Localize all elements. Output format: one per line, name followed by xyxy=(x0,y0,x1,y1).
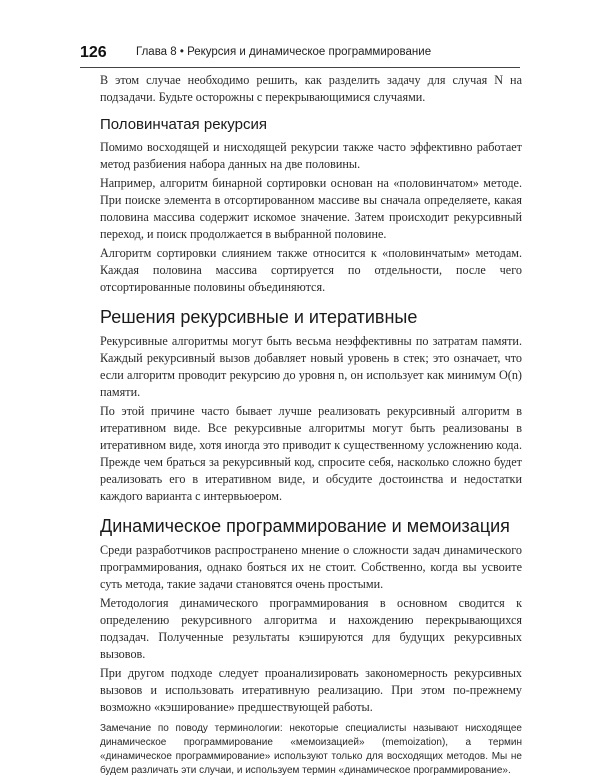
page-number: 126 xyxy=(80,44,107,61)
header-divider xyxy=(80,67,520,68)
intro-paragraph: В этом случае необходимо решить, как разделить задачу для случая N на подзадачи. Будьте осторожны с перекрывающимися случаями. xyxy=(100,73,522,104)
paragraph: По этой причине часто бывает лучше реализовать рекурсивный алгоритм в итеративном виде. Все рекурсивные алгоритмы могут быть реализованы в итеративном виде, хотя иногда это приводит к существенному усложнению кода. Прежде чем браться за рекурсивный код, спросите себя, насколько сложно будет реализовать его в итеративном виде, и обсудите достоинства и недостатки каждого варианта с интервьюером. xyxy=(100,404,522,503)
paragraph: При другом подходе следует проанализировать закономерность рекурсивных вызовов и использовать итеративную реализацию. При этом по-прежнему возможно «кэширование» предшествующей работы. xyxy=(100,666,522,714)
paragraph: Алгоритм сортировки слиянием также относится к «половинчатым» методам. Каждая половина массива сортируется по отдельности, после чего отсортированные половины объединяются. xyxy=(100,246,522,294)
section-title-dynamic-programming: Динамическое программирование и мемоизация xyxy=(100,516,510,536)
paragraph: Например, алгоритм бинарной сортировки основан на «половинчатом» методе. При поиске элемента в отсортированном массиве вы сначала определяете, какая половина массива содержит искомое значение. Затем происходит рекурсивный переход, и поиск продолжается в выбранной половине. xyxy=(100,176,522,241)
paragraph: Помимо восходящей и нисходящей рекурсии также часто эффективно работает метод разбиения набора данных на две половины. xyxy=(100,140,522,171)
section-title-recursive-vs-iterative: Решения рекурсивные и итеративные xyxy=(100,307,418,327)
paragraph: Рекурсивные алгоритмы могут быть весьма неэффективны по затратам памяти. Каждый рекурсивный вызов добавляет новый уровень в стек; это означает, что если алгоритм проводит рекурсию до уровня n, он использует как минимум O(n) памяти. xyxy=(100,334,522,399)
page-content xyxy=(100,72,522,778)
paragraph: Методология динамического программирования в основном сводится к определению рекурсивного алгоритма и нахождению перекрывающихся подзадач. Полученные результаты кэшируются для будущих рекурсивных вызовов. xyxy=(100,596,522,661)
paragraph: Среди разработчиков распространено мнение о сложности задач динамического программирования, однако бояться их не стоит. Собственно, когда вы усвоите суть метода, такие задачи становятся очень простыми. xyxy=(100,543,522,591)
terminology-note: Замечание по поводу терминологии: некоторые специалисты называют нисходящее динамическое программирование «мемоизацией» (memoization), а термин «динамическое программирование» используют только для восходящих методов. Мы не будем различать эти случаи, и используем термин «динамическое программирование». xyxy=(100,723,522,776)
page-header xyxy=(80,44,520,66)
running-head: Глава 8 • Рекурсия и динамическое программирование xyxy=(136,46,432,58)
section-title-half-recursion: Половинчатая рекурсия xyxy=(100,116,267,133)
